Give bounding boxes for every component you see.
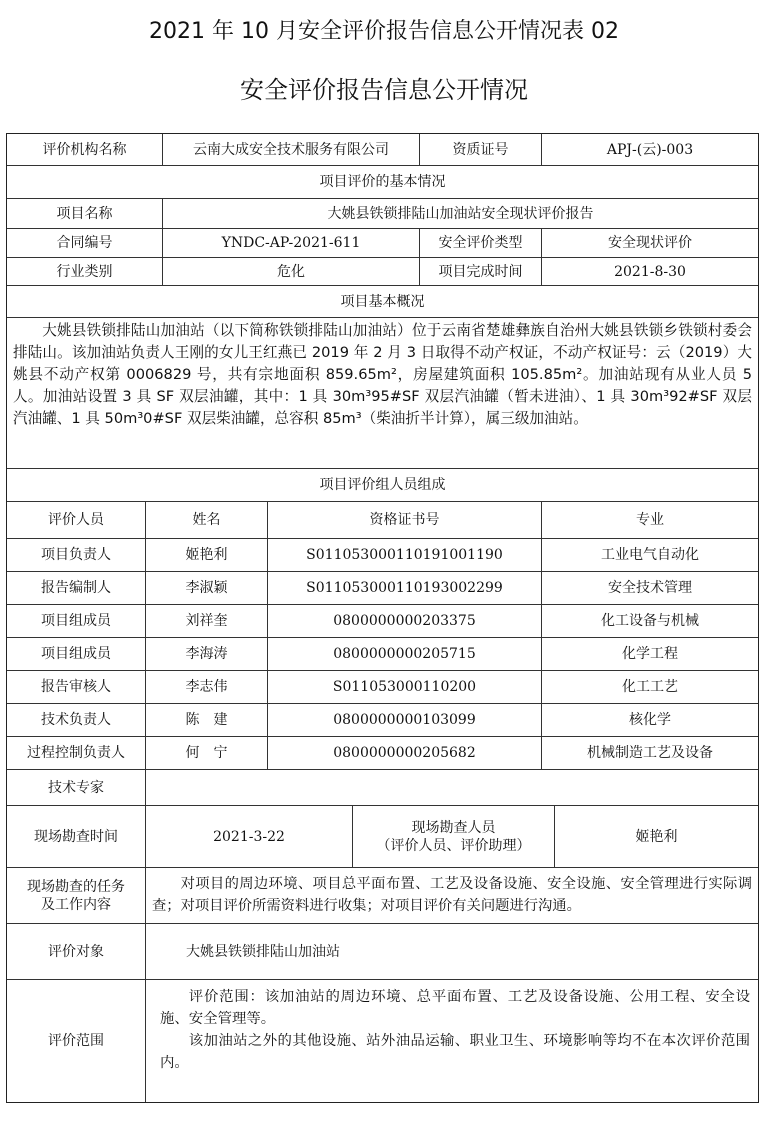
team-cert: 0800000000203375 [268, 605, 542, 638]
team-person: 刘祥奎 [146, 605, 268, 638]
eval-type: 安全现状评价 [542, 229, 758, 258]
project-name-label: 项目名称 [7, 199, 163, 229]
col-cert: 资格证书号 [268, 502, 542, 539]
cert-label: 资质证号 [420, 134, 542, 166]
team-role: 项目组成员 [7, 605, 146, 638]
survey-time: 2021-3-22 [146, 806, 353, 868]
scope-paragraph-2: 该加油站之外的其他设施、站外油品运输、职业卫生、环境影响等均不在本次评价范围内。 [160, 1033, 750, 1071]
team-major: 机械制造工艺及设备 [542, 737, 758, 770]
task-label-line2: 及工作内容 [41, 896, 111, 913]
industry-label: 行业类别 [7, 258, 163, 286]
team-role: 项目组成员 [7, 638, 146, 671]
team-role: 技术负责人 [7, 704, 146, 737]
col-name: 姓名 [146, 502, 268, 539]
scope-label: 评价范围 [7, 980, 146, 1102]
document-title: 2021 年 10 月安全评价报告信息公开情况表 02 [149, 19, 619, 44]
team-major: 工业电气自动化 [542, 539, 758, 572]
survey-staff-label-line1: 现场勘查人员 [411, 819, 496, 836]
scope-text [146, 980, 758, 1102]
team-role: 报告审核人 [7, 671, 146, 704]
team-person: 姬艳利 [146, 539, 268, 572]
team-major: 核化学 [542, 704, 758, 737]
expert-value [146, 770, 758, 806]
done-date: 2021-8-30 [542, 258, 758, 286]
done-label: 项目完成时间 [420, 258, 542, 286]
team-major: 化工工艺 [542, 671, 758, 704]
project-name: 大姚县铁锁排陆山加油站安全现状评价报告 [163, 199, 758, 229]
team-cert: 0800000000205715 [268, 638, 542, 671]
team-role: 报告编制人 [7, 572, 146, 605]
team-person: 陈 建 [146, 704, 268, 737]
overview-text: 大姚县铁锁排陆山加油站（以下简称铁锁排陆山加油站）位于云南省楚雄彝族自治州大姚县铁锁乡铁锁村委会排陆山。该加油站负责人王刚的女儿王红燕已 2019 年 2 月 3 日取得不动产权证，不动产权证号：云（2019）大姚县不动产权第 0006829 号，共有宗地面积 859.65m²，房屋建筑面积 105.85m²。加油站现有从业人员 5 人。加油站设置 3 具 SF 双层油罐，其中：1 具 30m³95#SF 双层汽油罐（暂未进油）、1 具 30m³92#SF 双层汽油罐、1 具 50m³0#SF 双层柴油罐，总容积 85m³（柴油折半计算），属三级加油站。 [7, 318, 758, 469]
survey-staff-label [353, 806, 555, 868]
survey-staff: 姬艳利 [555, 806, 758, 868]
team-major: 化学工程 [542, 638, 758, 671]
eval-type-label: 安全评价类型 [420, 229, 542, 258]
survey-time-label: 现场勘查时间 [7, 806, 146, 868]
col-major: 专业 [542, 502, 758, 539]
team-person: 何 宁 [146, 737, 268, 770]
team-major: 化工设备与机械 [542, 605, 758, 638]
team-person: 李志伟 [146, 671, 268, 704]
team-cert: S011053000110191001190 [268, 539, 542, 572]
org-name: 云南大成安全技术服务有限公司 [163, 134, 420, 166]
document-subtitle: 安全评价报告信息公开情况 [240, 76, 528, 104]
team-cert: S011053000110193002299 [268, 572, 542, 605]
team-person: 李淑颖 [146, 572, 268, 605]
team-header: 项目评价组人员组成 [7, 469, 758, 502]
team-cert: 0800000000205682 [268, 737, 542, 770]
industry: 危化 [163, 258, 420, 286]
info-table [6, 133, 759, 1103]
survey-staff-label-line2: （评价人员、评价助理） [376, 837, 531, 854]
object-value: 大姚县铁锁排陆山加油站 [146, 924, 758, 980]
scope-paragraph-1: 评价范围：该加油站的周边环境、总平面布置、工艺及设备设施、公用工程、安全设施、安全管理等。 [160, 989, 750, 1027]
team-major: 安全技术管理 [542, 572, 758, 605]
expert-label: 技术专家 [7, 770, 146, 806]
contract-label: 合同编号 [7, 229, 163, 258]
team-role: 过程控制负责人 [7, 737, 146, 770]
task-label-line1: 现场勘查的任务 [27, 878, 125, 895]
task-text: 对项目的周边环境、项目总平面布置、工艺及设备设施、安全设施、安全管理进行实际调查；对项目评价所需资料进行收集；对项目评价有关问题进行沟通。 [146, 868, 758, 924]
col-role: 评价人员 [7, 502, 146, 539]
org-label: 评价机构名称 [7, 134, 163, 166]
basic-header: 项目评价的基本情况 [7, 166, 758, 199]
team-role: 项目负责人 [7, 539, 146, 572]
team-cert: S011053000110200 [268, 671, 542, 704]
team-cert: 0800000000103099 [268, 704, 542, 737]
object-label: 评价对象 [7, 924, 146, 980]
team-person: 李海涛 [146, 638, 268, 671]
cert-no: APJ-(云)-003 [542, 134, 758, 166]
task-label [7, 868, 146, 924]
contract-no: YNDC-AP-2021-611 [163, 229, 420, 258]
overview-header: 项目基本概况 [7, 286, 758, 318]
